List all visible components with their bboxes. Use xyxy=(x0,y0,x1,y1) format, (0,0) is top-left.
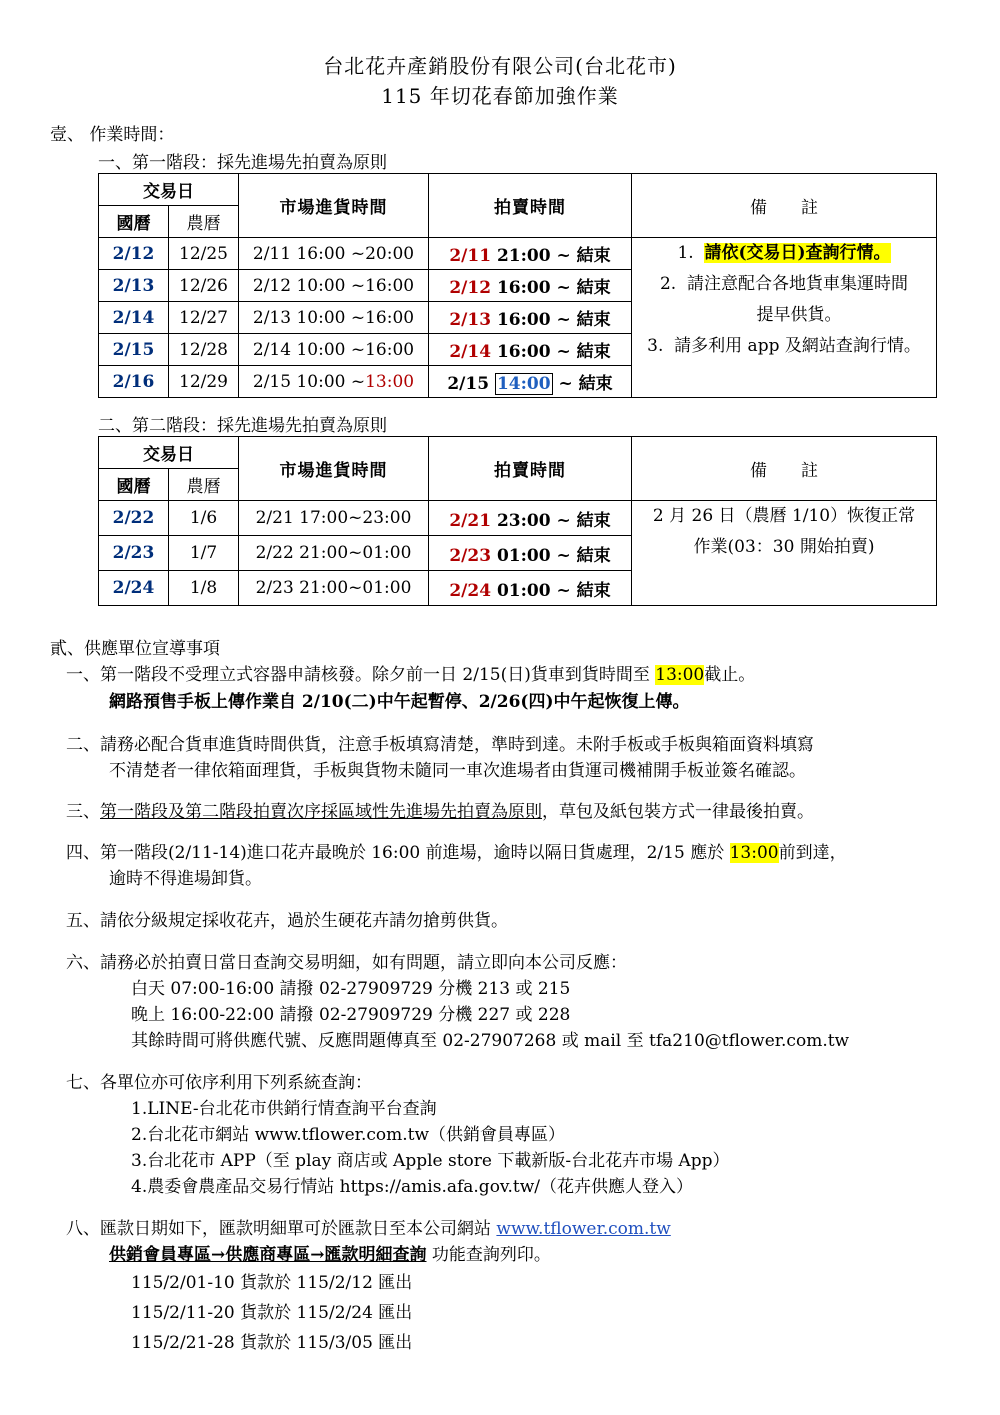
header-remarks: 備 註 xyxy=(632,174,937,238)
item-8-remit-1: 115/2/01-10 貨款於 115/2/12 匯出 xyxy=(131,1273,413,1293)
header-solar: 國曆 xyxy=(99,469,169,501)
item-8-remit-3: 115/2/21-28 貨款於 115/3/05 匯出 xyxy=(131,1333,413,1353)
item-7-option-2: 2.台北花市網站 www.tflower.com.tw（供銷會員專區） xyxy=(131,1125,566,1145)
header-auction-time: 拍賣時間 xyxy=(429,437,632,501)
table-row: 2/24 1/8 2/23 21:00~01:00 2/24 01:00 ~ 結束 xyxy=(99,571,937,606)
item-4-cont: 逾時不得進場卸貨。 xyxy=(109,869,262,889)
phase1-heading: 一、第一階段：採先進場先拍賣為原則 xyxy=(98,153,387,173)
header-trade-day: 交易日 xyxy=(99,437,239,469)
table-row: 2/12 12/25 2/11 16:00 ~20:00 2/11 21:00 ~ 結束 1. 請依(交易日)查詢行情。 2. 請注意配合各地貨車集運時間 提早供貨。 3. 請多利用 app 及網站查詢行情。 xyxy=(99,238,937,270)
item-1-note: 網路預售手板上傳作業自 2/10(二)中午起暫停、2/26(四)中午起恢復上傳。 xyxy=(109,692,690,712)
item-6-day-contact: 白天 07:00-16:00 請撥 02-27909729 分機 213 或 215 xyxy=(131,979,571,999)
website-link[interactable]: www.tflower.com.tw xyxy=(496,1219,671,1239)
item-6-night-contact: 晚上 16:00-22:00 請撥 02-27909729 分機 227 或 228 xyxy=(131,1005,571,1025)
header-lunar: 農曆 xyxy=(169,469,239,501)
phase1-table xyxy=(98,173,937,398)
header-trade-day: 交易日 xyxy=(99,174,239,206)
item-5: 五、請依分級規定採收花卉，過於生硬花卉請勿搶剪供貨。 xyxy=(66,911,508,931)
table-row: 2/15 12/28 2/14 10:00 ~16:00 2/14 16:00 ~ 結束 xyxy=(99,334,937,366)
item-8: 八、匯款日期如下，匯款明細單可於匯款日至本公司網站 www.tflower.com.tw xyxy=(66,1219,671,1239)
doc-subtitle: 115 年切花春節加強作業 xyxy=(381,84,619,108)
table-row: 2/22 1/6 2/21 17:00~23:00 2/21 23:00 ~ 結束 2 月 26 日（農曆 1/10）恢復正常 作業(03：30 開始拍賣) xyxy=(99,501,937,536)
header-remarks: 備 註 xyxy=(632,437,937,501)
header-arrival-time: 市場進貨時間 xyxy=(239,174,429,238)
doc-title: 台北花卉產銷股份有限公司(台北花市) xyxy=(323,54,677,78)
item-2-cont: 不清楚者一律依箱面理貨，手板與貨物未隨同一車次進場者由貨運司機補開手板並簽名確認。 xyxy=(109,761,806,781)
item-1: 一、第一階段不受理立式容器申請核發。除夕前一日 2/15(日)貨車到貨時間至 13:00截止。 xyxy=(66,665,756,685)
phase2-heading: 二、第二階段：採先進場先拍賣為原則 xyxy=(98,416,387,436)
header-lunar: 農曆 xyxy=(169,206,239,238)
phase2-table xyxy=(98,436,937,606)
item-7-option-3: 3.台北花市 APP（至 play 商店或 Apple store 下載新版-台北花卉市場 App） xyxy=(131,1151,730,1171)
item-6-other-contact: 其餘時間可將供應代號、反應問題傳真至 02-27907268 或 mail 至 tfa210@tflower.com.tw xyxy=(131,1031,850,1051)
table-row: 2/23 1/7 2/22 21:00~01:00 2/23 01:00 ~ 結束 xyxy=(99,536,937,571)
section-1-heading: 壹、 作業時間： xyxy=(50,125,175,145)
item-4: 四、第一階段(2/11-14)進口花卉最晚於 16:00 前進場，逾時以隔日貨處理，2/15 應於 13:00前到達， xyxy=(66,843,847,863)
item-7-option-1: 1.LINE-台北花市供銷行情查詢平台查詢 xyxy=(131,1099,437,1119)
phase2-remarks: 2 月 26 日（農曆 1/10）恢復正常 作業(03：30 開始拍賣) xyxy=(632,501,937,606)
header-arrival-time: 市場進貨時間 xyxy=(239,437,429,501)
header-auction-time: 拍賣時間 xyxy=(429,174,632,238)
item-3: 三、第一階段及第二階段拍賣次序採區域性先進場先拍賣為原則，草包及紙包裝方式一律最後拍賣。 xyxy=(66,802,814,822)
table-row: 2/16 12/29 2/15 10:00 ~13:00 2/15 14:00 ~ 結束 xyxy=(99,366,937,398)
item-6: 六、請務必於拍賣日當日查詢交易明細，如有問題，請立即向本公司反應： xyxy=(66,953,627,973)
item-8-remit-2: 115/2/11-20 貨款於 115/2/24 匯出 xyxy=(131,1303,413,1323)
header-solar: 國曆 xyxy=(99,206,169,238)
table-row: 2/13 12/26 2/12 10:00 ~16:00 2/12 16:00 ~ 結束 xyxy=(99,270,937,302)
item-7-option-4: 4.農委會農產品交易行情站 https://amis.afa.gov.tw/（花卉供應人登入） xyxy=(131,1177,694,1197)
item-8-path: 供銷會員專區→供應商專區→匯款明細查詢 功能查詢列印。 xyxy=(109,1245,551,1265)
table-row: 2/14 12/27 2/13 10:00 ~16:00 2/13 16:00 ~ 結束 xyxy=(99,302,937,334)
item-7: 七、各單位亦可依序利用下列系統查詢： xyxy=(66,1073,372,1093)
item-2: 二、請務必配合貨車進貨時間供貨，注意手板填寫清楚，準時到達。未附手板或手板與箱面資料填寫 xyxy=(66,735,814,755)
section-2-heading: 貳、供應單位宣導事項 xyxy=(50,639,220,659)
phase1-remarks: 1. 請依(交易日)查詢行情。 2. 請注意配合各地貨車集運時間 提早供貨。 3. 請多利用 app 及網站查詢行情。 xyxy=(632,238,937,398)
